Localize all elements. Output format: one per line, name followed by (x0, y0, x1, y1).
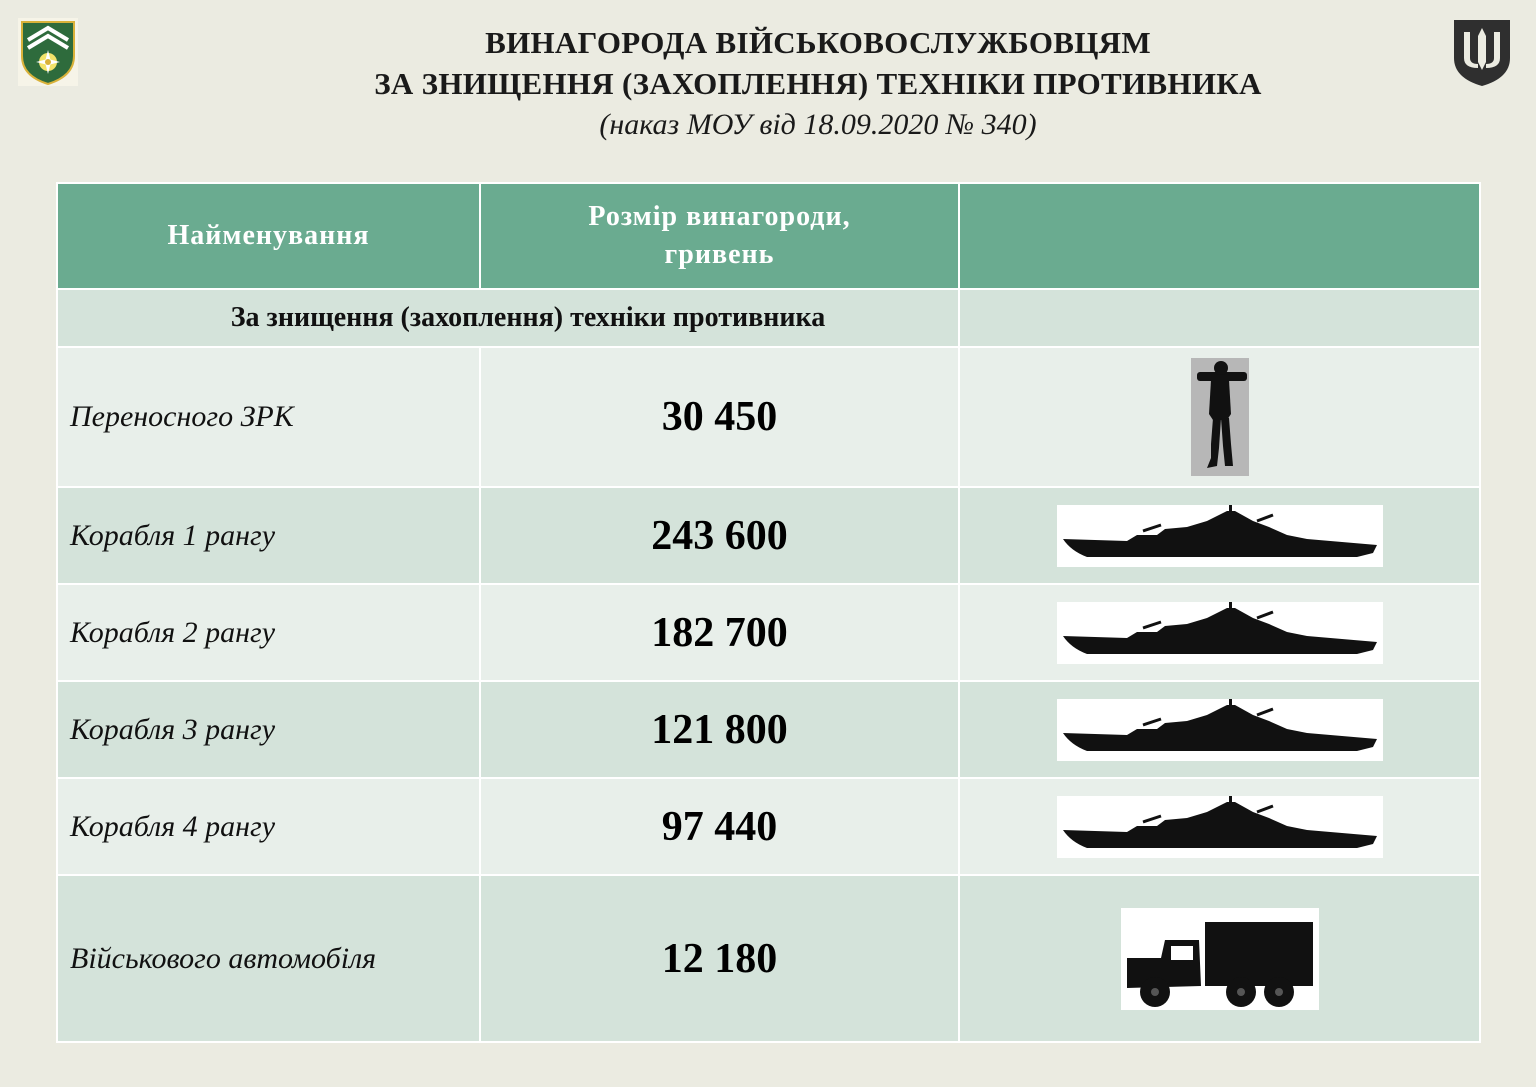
item-picture-cell (959, 778, 1480, 875)
table-row (57, 487, 1480, 584)
column-header-name: Найменування (57, 183, 480, 289)
soldier-manpads-icon (1191, 358, 1249, 476)
reward-amount: 12 180 (480, 875, 959, 1042)
reward-table (56, 182, 1481, 1043)
page-title-line-2: ЗА ЗНИЩЕННЯ (ЗАХОПЛЕННЯ) ТЕХНІКИ ПРОТИВНИКА (374, 66, 1262, 101)
item-name: Переносного ЗРК (57, 347, 480, 487)
ship-icon (1057, 505, 1383, 567)
ship-icon (1057, 602, 1383, 664)
item-name: Корабля 1 рангу (57, 487, 480, 584)
reward-amount: 182 700 (480, 584, 959, 681)
page-subtitle: (наказ МОУ від 18.09.2020 № 340) (599, 108, 1037, 141)
reward-amount: 121 800 (480, 681, 959, 778)
column-header-amount-line-1: Розмір винагороди, (588, 201, 851, 232)
reward-amount: 30 450 (480, 347, 959, 487)
table-row (57, 584, 1480, 681)
column-header-amount (480, 183, 959, 289)
item-name: Військового автомобіля (57, 875, 480, 1042)
section-empty-cell (959, 289, 1480, 347)
table-row (57, 875, 1480, 1042)
item-picture-cell (959, 584, 1480, 681)
reward-amount: 243 600 (480, 487, 959, 584)
table-row (57, 681, 1480, 778)
page-header (0, 22, 1536, 146)
item-picture-cell (959, 347, 1480, 487)
ship-icon (1057, 796, 1383, 858)
trident-shield-icon (1452, 18, 1512, 88)
item-picture-cell (959, 681, 1480, 778)
reward-amount: 97 440 (480, 778, 959, 875)
item-name: Корабля 3 рангу (57, 681, 480, 778)
section-row (57, 289, 1480, 347)
column-header-image (959, 183, 1480, 289)
table-row (57, 347, 1480, 487)
page-title-line-1: ВИНАГОРОДА ВІЙСЬКОВОСЛУЖБОВЦЯМ (485, 25, 1151, 60)
table-header-row (57, 183, 1480, 289)
item-picture-cell (959, 487, 1480, 584)
item-picture-cell (959, 875, 1480, 1042)
table-row (57, 778, 1480, 875)
item-name: Корабля 4 рангу (57, 778, 480, 875)
section-label: За знищення (захоплення) техніки противника (57, 289, 959, 347)
column-header-amount-line-2: гривень (664, 239, 775, 270)
military-truck-icon (1121, 908, 1319, 1010)
ship-icon (1057, 699, 1383, 761)
item-name: Корабля 2 рангу (57, 584, 480, 681)
